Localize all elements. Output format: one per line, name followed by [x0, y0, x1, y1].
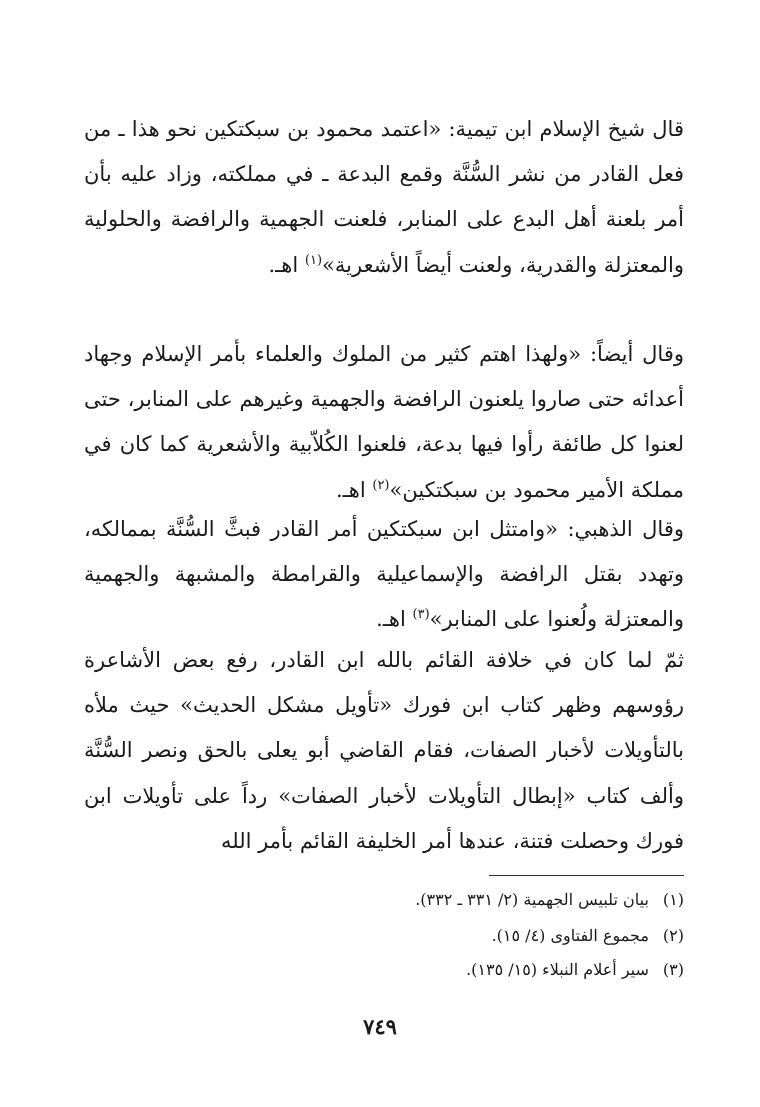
paragraph-1-ending: اهـ.	[268, 252, 305, 277]
footnote-1-number: (١)	[662, 890, 684, 909]
footnote-separator	[489, 875, 684, 876]
footnote-ref-3[interactable]: (٣)	[412, 607, 430, 623]
paragraph-2-text: وقال أيضاً: «ولهذا اهتم كثير من الملوك والعلماء بأمر الإسلام وجهاد أعدائه حتى صاروا يلعنون الرافضة والجهمية وغيرهم على المنابر، حتى لعنوا كل طائفة رأوا فيها بدعة، فلعنوا الكُلاّبية والأشعرية كما كان في مملكة الأمير محمود بن سبكتكين»	[84, 342, 684, 502]
paragraph-3-text: وقال الذهبي: «وامتثل ابن سبكتكين أمر القادر فبثَّ السُّنَّة بممالكه، وتهدد بقتل الرافضة والإسماعيلية والقرامطة والمشبهة والجهمية والمعتزلة ولُعنوا على المنابر»	[84, 517, 684, 632]
footnote-ref-2[interactable]: (٢)	[372, 477, 390, 493]
paragraph-2	[84, 332, 684, 513]
paragraph-2-ending: اهـ.	[335, 477, 373, 502]
paragraph-3-ending: اهـ.	[376, 607, 413, 632]
footnote-1	[300, 889, 684, 911]
footnote-3-number: (٣)	[662, 960, 684, 979]
footnote-3	[300, 959, 684, 981]
paragraph-3	[84, 507, 684, 643]
paragraph-1	[84, 107, 684, 288]
paragraph-1-text: قال شيخ الإسلام ابن تيمية: «اعتمد محمود بن سبكتكين نحو هذا ـ من فعل القادر من نشر السُّنَّة وقمع البدعة ـ في مملكته، وزاد عليه بأن أمر بلعنة أهل البدع على المنابر، فلعنت الجهمية والرافضة والحلولية والمعتزلة والقدرية، ولعنت أيضاً الأشعرية»	[84, 117, 684, 277]
footnote-2-number: (٢)	[662, 926, 684, 945]
paragraph-4-text: ثمّ لما كان في خلافة القائم بالله ابن القادر، رفع بعض الأشاعرة رؤوسهم وظهر كتاب ابن فورك «تأويل مشكل الحديث» حيث ملأه بالتأويلات لأخبار الصفات، فقام القاضي أبو يعلى بالحق ونصر السُّنَّة وألف كتاب «إبطال التأويلات لأخبار الصفات» رداً على تأويلات ابن فورك وحصلت فتنة، عندها أمر الخليفة القائم بأمر الله	[84, 648, 684, 853]
footnote-1-text: بيان تلبيس الجهمية (٢/ ٣٣١ ـ ٣٣٢).	[415, 890, 649, 909]
footnote-2-text: مجموع الفتاوى (٤/ ١٥).	[491, 926, 649, 945]
footnote-3-text: سير أعلام النبلاء (١٥/ ١٣٥).	[466, 960, 649, 979]
paragraph-4	[84, 638, 684, 864]
footnote-ref-1[interactable]: (١)	[304, 252, 323, 268]
footnote-2	[300, 925, 684, 947]
page-number: ٧٤٩	[363, 1014, 397, 1039]
